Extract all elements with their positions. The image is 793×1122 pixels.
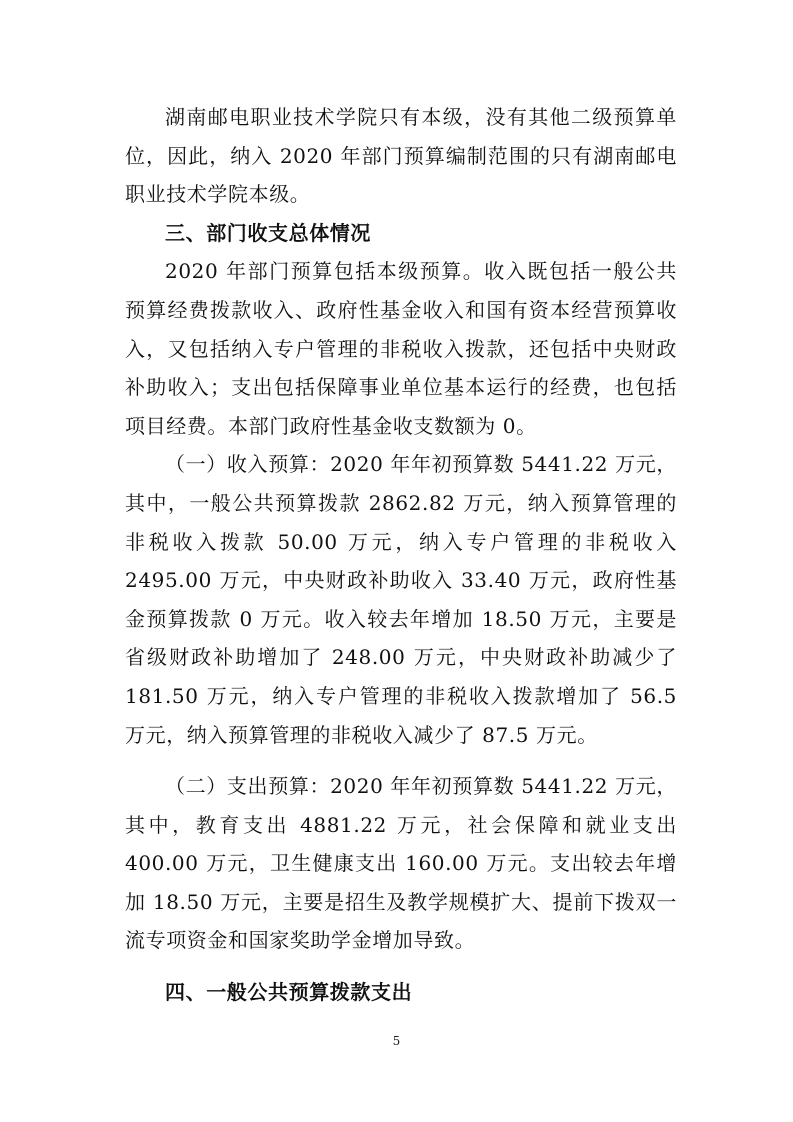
paragraph-expenditure-budget: （二）支出预算：2020 年年初预算数 5441.22 万元，其中，教育支出 4881.22 万元，社会保障和就业支出 400.00 万元，卫生健康支出 160.00 万元。支出较去年增加 18.50 万元，主要是招生及教学规模扩大、提前下拨双一流专项资金和国家奖助学金增加导致。 (125, 774, 677, 953)
page-number: 5 (392, 1034, 401, 1048)
section-heading-general-public: 四、一般公共预算拨款支出 (165, 980, 413, 1005)
paragraph-income-budget: （一）收入预算：2020 年年初预算数 5441.22 万元，其中，一般公共预算拨款 2862.82 万元，纳入预算管理的非税收入拨款 50.00 万元，纳入专户管理的非税收入 2495.00 万元，中央财政补助收入 33.40 万元，政府性基金预算拨款 0 万元。收入较去年增加 18.50 万元，主要是省级财政补助增加了 248.00 万元，中央财政补助减少了 181.50 万元，纳入专户管理的非税收入拨款增加了 56.5 万元，纳入预算管理的非税收入减少了 87.5 万元。 (125, 452, 677, 747)
paragraph-spacer (125, 960, 677, 973)
section-heading-overall: 三、部门收支总体情况 (165, 220, 371, 245)
document-body (125, 98, 677, 1012)
paragraph-budget-units: 湖南邮电职业技术学院只有本级，没有其他二级预算单位，因此，纳入 2020 年部门预算编制范围的只有湖南邮电职业技术学院本级。 (125, 105, 677, 207)
paragraph-overall-budget: 2020 年部门预算包括本级预算。收入既包括一般公共预算经费拨款收入、政府性基金收入和国有资本经营预算收入，又包括纳入专户管理的非税收入拨款，还包括中央财政补助收入；支出包括保障事业单位基本运行的经费，也包括项目经费。本部门政府性基金收支数额为 0。 (125, 259, 677, 438)
paragraph-spacer (125, 754, 677, 767)
